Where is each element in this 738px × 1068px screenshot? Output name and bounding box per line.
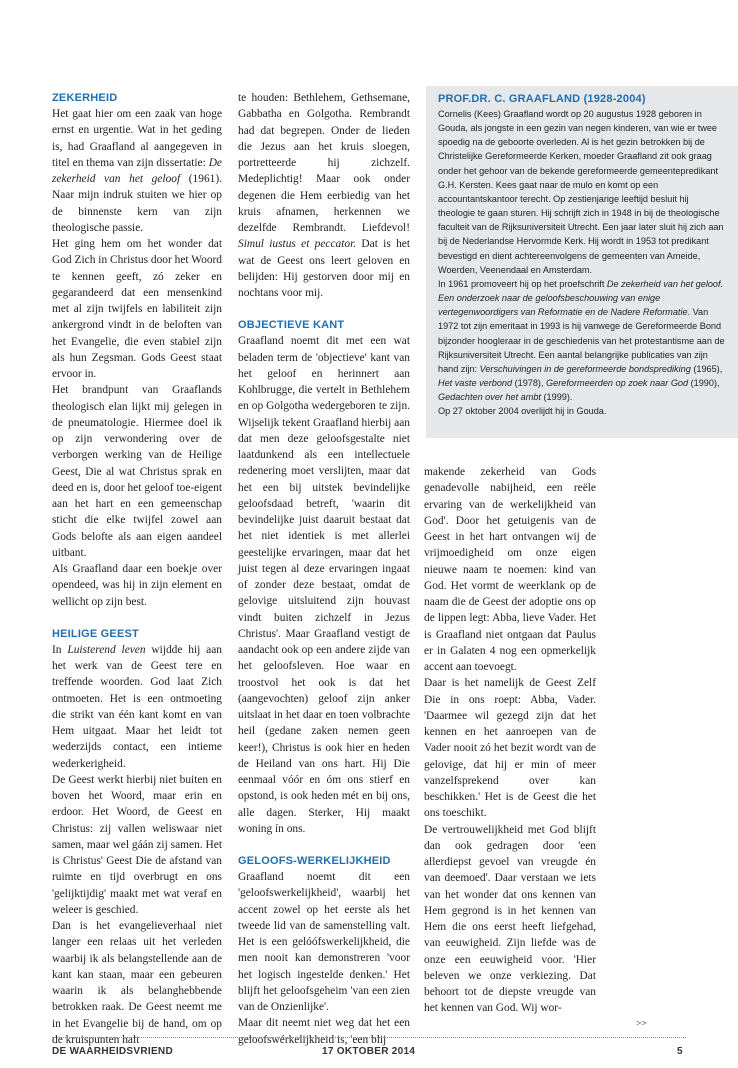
latin-phrase: Simul iustus et peccator. — [238, 238, 357, 251]
section-heading-zekerheid: ZEKERHEID — [52, 92, 118, 104]
biography-text — [438, 107, 728, 418]
book-title: Luisterend leven — [67, 643, 146, 656]
paragraph: De vertrouwelijkheid met God blijft dan ook gedragen door 'een allerdiepst gevoel van vreugde én van deemoed'. Daar verstaan we iets van het wonder dat ons kennen van Hem gegrond is in het kennen van Hem die ons eerst heeft liefgehad, van eeuwigheid. Zijn liefde was de onze een eeuwigheid voor. 'Hier beleven we onze verkiezing. Dat behoort tot de diepste vreugde van het kennen van God. Wij wor- — [424, 823, 596, 1015]
paragraph: Maar dit neemt niet weg dat het een geloofswérkelijkheid is, 'een blij — [238, 1017, 410, 1046]
magazine-name: DE WAARHEIDSVRIEND — [52, 1046, 173, 1057]
section-heading-objectieve-kant: OBJECTIEVE KANT — [238, 319, 345, 332]
paragraph: Als Graafland daar een boekje over opendeed, was hij in zijn element en wellicht op zijn best. — [52, 563, 222, 608]
continued-marker: >> — [636, 1018, 647, 1028]
paragraph: Het gaat hier om een zaak van hoge ernst en urgentie. Wat in het geding is, had Graafland al aangegeven in titel en thema van zijn dissertatie: De zekerheid van het geloof (1961). Naar mijn indruk stuiten we hier op de binnenste kern van zijn theologische passie. — [52, 108, 222, 234]
biography-box — [426, 86, 738, 438]
article-column-1 — [52, 90, 222, 1046]
section-heading-heilige-geest: HEILIGE GEEST — [52, 627, 139, 640]
footer-divider — [52, 1037, 686, 1038]
publication-title: Het vaste verbond — [438, 377, 513, 388]
paragraph: Het ging hem om het wonder dat God Zich in Christus door het Woord te kennen geeft, zó zeker en gegarandeerd dat een mensenkind met al zijn twijfels en labiliteit zijn ankergrond vindt in de beloften van het Evangelie, die even stabiel zijn als hun Zegsman. Gods Geest staat ervoor in. — [52, 238, 222, 380]
page-number: 5 — [677, 1046, 683, 1057]
dissertation-title: De zekerheid van het geloof — [52, 156, 222, 185]
paragraph: Dan is het evangelieverhaal niet langer een relaas uit het verleden waarbij ik als belangstellende aan de kant kan staan, maar een gebeuren waarin ik als belanghebbende betrokken raak. De Geest neemt me in het Evangelie bij de hand, om op de kruispunten halt — [52, 920, 222, 1046]
publication-title: Gereformeerden op zoek naar God — [546, 377, 689, 388]
article-column-3 — [424, 464, 596, 1024]
dissertation-title: De zekerheid van het geloof. Een onderzoek naar de geloofsbeschouwing van enige vertegenwoordigers van Reformatie en de Nadere Reformatie — [438, 278, 724, 318]
paragraph: In Luisterend leven wijdde hij aan het werk van de Geest tere en treffende woorden. God laat Zich ontmoeten. Het is een ontmoeting die strikt van één kant komt en van Hem uitgaat. Maar het leidt tot wederzijds contact, een intieme wederkerigheid. — [52, 643, 222, 770]
publication-title: Verschuivingen in de gereformeerde bondsprediking — [479, 363, 691, 374]
issue-date: 17 OKTOBER 2014 — [322, 1046, 416, 1057]
article-column-2 — [238, 90, 410, 1046]
paragraph: makende zekerheid van Gods genadevolle nabijheid, een reële ervaring van de werkelijkheid van God'. Door het getuigenis van de Geest in het hart ontvangen wij de vrijmoedigheid om onze eigen nieuwe naam te noemen: kind van God. Het vormt de weerklank op de naam die de Geest der adoptie ons op de lippen legt: Abba, lieve Vader. Het is Graafland niet ontgaan dat Paulus er in Galaten 4 nog een opmerkelijk accent aan toevoegt. — [424, 466, 596, 673]
paragraph: Op 27 oktober 2004 overlijdt hij in Gouda. — [438, 406, 607, 417]
biography-heading: PROF.DR. C. GRAAFLAND (1928-2004) — [438, 93, 646, 105]
paragraph: Het brandpunt van Graaflands theologisch elan lijkt mij gelegen in de pneumatologie. Hiermee doel ik op zijn verwondering over de verborgen werking van de Heilige Geest, Die al wat Christus sprak en deed en is, door het geloof toe-eigent aan het hart en een gemeenschap sticht die elke twijfel zowel aan Gods belofte als aan eigen aandeel uitbant. — [52, 384, 222, 559]
paragraph: te houden: Bethlehem, Gethsemane, Gabbatha en Golgotha. Rembrandt had dat begrepen. Onder de lieden die Jezus aan het kruis sloegen, portretteerde hij zichzelf. Medeplichtig! Maar ook onder degenen die Hem eerbiedig van het kruis afnamen, herkennen we dezelfde Rembrandt. Liefdevol! Simul iustus et peccator. Dat is het wat de Geest ons leert geloven en belijden: Hij gestorven door mij en nochtans voor mij. — [238, 92, 410, 299]
paragraph: Daar is het namelijk de Geest Zelf Die in ons roept: Abba, Vader. 'Daarmee wil gezegd zijn dat het kennen en het aanroepen van de Vader nooit zó het bezit wordt van de gelovige, dat hij er min of meer vanzelfsprekend over kan beschikken.' Het is de Geest die het ons toeschikt. — [424, 677, 596, 820]
paragraph: In 1961 promoveert hij op het proefschrift De zekerheid van het geloof. Een onderzoek naar de geloofsbeschouwing van enige vertegenwoordigers van Reformatie en de Nadere Reformatie. Van 1972 tot zijn emeritaat in 1993 is hij vanwege de Gereformeerde Bond bijzonder hoogleraar in de geschiedenis van het protestantisme aan de Rijksuniversiteit Utrecht. Een aantal belangrijke publicaties van zijn hand zijn: Verschuivingen in de gereformeerde bondsprediking (1965), Het vaste verbond (1978), Gereformeerden op zoek naar God (1990), Gedachten over het ambt (1999). — [438, 278, 725, 403]
publication-title: Gedachten over het ambt — [438, 392, 541, 403]
paragraph: Graafland noemt dit met een wat beladen term de 'objectieve' kant van het geloof en herinnert aan Kohlbrugge, die vertelt in Bethlehem en op Golgotha wedergeboren te zijn. Wijselijk tekent Graafland hierbij aan dat men deze geloofsgestalte niet laatdunkend als een intellectuele redenering moet verslijten, maar dat het een bij uitstek bevindelijke geloofsdaad betreft, 'waarin dit bevindelijke juist daaruit bestaat dat het niet identiek is met allerlei geestelijke ervaringen, maar dat het juist tegen al deze ervaringen ingaat of zonder deze bestaat, omdat de gelovige uitsluitend zijn houvast vindt buiten zichzelf in Jezus Christus'. Maar Graafland vestigt de aandacht ook op een andere zijde van het geloofsleven. Hoe waar en troostvol het ook is dat het (aangevochten) geloof zijn anker uitslaat in het daar en toen volbrachte heil (gedane zaken nemen geen keer!), Christus is ook hier en heden de Heiland van ons hart. Hij Die eenmaal vóór en óm ons stierf en opstond, is ook heden mét en bij ons, alle dagen. Sterker, Hij maakt woning ín ons. — [238, 335, 410, 835]
paragraph: De Geest werkt hierbij niet buiten en boven het Woord, maar erin en erdoor. Het Woord, de Geest en Christus: zij vallen weliswaar niet samen, maar wel gáán zij samen. Het is Christus' Geest Die de afstand van ruimte en tijd overbrugt en ons 'gelijktijdig' maakt met wat veraf en weleer is geschied. — [52, 773, 222, 916]
paragraph: Cornelis (Kees) Graafland wordt op 20 augustus 1928 geboren in Gouda, als jongste in een gezin van negen kinderen, van wie er twee spoedig na de geboorte overleden. Al is het gezin betrokken bij de Christelijke Gereformeerde Kerken, moeder Graafland zit ook graag onder het gehoor van de bekende gereformeerde gemeentepredikant G.H. Kersten. Kees gaat naar de mulo en komt op een accountantskantoor terecht. Op zestienjarige leeftijd besluit hij theologie te gaan sturen. Hij schrijft zich in 1948 in bij de theologische faculteit van de Rijksuniversiteit Utrecht. Een jaar later sluit hij zich aan bij de Nederlandse Hervormde Kerk. Hij wordt in 1953 tot predikant bevestigd en dient achtereenvolgens de gemeenten van Ameide, Woerden, Veenendaal en Amsterdam. — [438, 109, 724, 275]
section-heading-geloofs-werkelijkheid: GELOOFS-WERKELIJKHEID — [238, 855, 391, 867]
paragraph: Graafland noemt dit een 'geloofswerkelijkheid', waarbij het accent zowel op het eerste als het tweede lid van de samenstelling valt. Het is een gelóófswerkelijkheid, die men nooit kan demonstreren 'voor het logisch ingestelde denken.' Het blijft het geloofsgeheim 'van een zien van de Onzienlijke'. — [238, 871, 410, 1013]
